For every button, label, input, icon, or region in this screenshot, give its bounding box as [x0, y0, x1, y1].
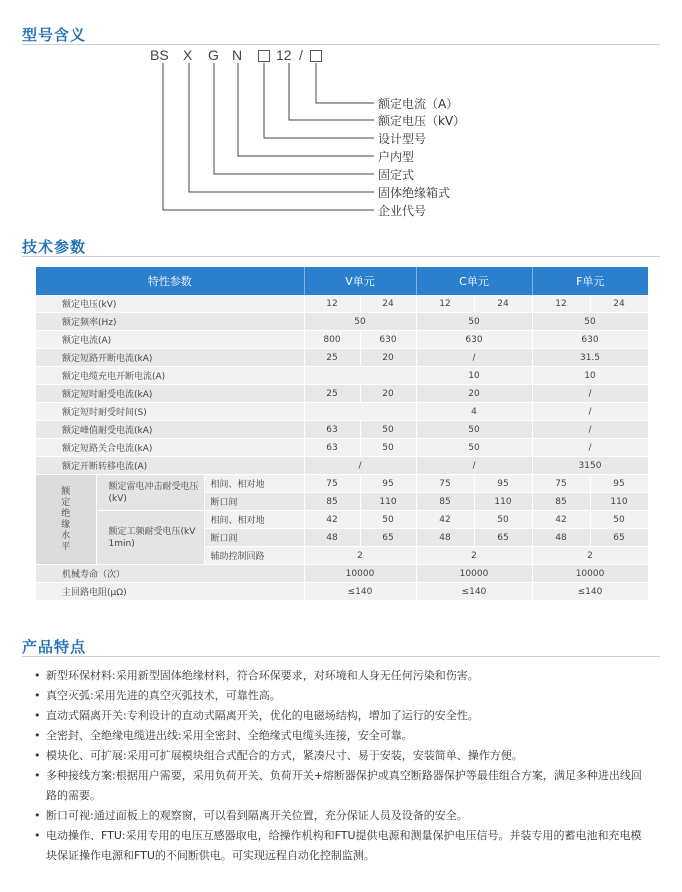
table-row: 断口间 48 65 48 65 48 65 — [36, 529, 648, 547]
table-row: 额定短路关合电流(kA) 63 50 50 / — [36, 439, 648, 457]
legend-enterprise-code: 企业代号 — [378, 204, 427, 218]
table-row: 额定频率(Hz) 50 50 50 — [36, 313, 648, 331]
leader-indoor — [238, 63, 374, 156]
table-row: 额定峰值耐受电流(kA) 63 50 50 / — [36, 421, 648, 439]
code-bs: BS — [150, 47, 169, 63]
table-row: 断口间 85 110 85 110 85 110 — [36, 493, 648, 511]
table-row: 额定工频耐受电压(kV 1min) 相间、相对地 42 50 42 50 42 50 — [36, 511, 648, 529]
tech-params-table — [36, 267, 649, 601]
section-title-model: 型号含义 — [22, 26, 87, 44]
table-row: 额定短时耐受电流(kA) 25 20 20 / — [36, 385, 648, 403]
leader-current — [316, 63, 374, 103]
list-item: • 全密封、全绝缘电缆进出线:采用全密封、全绝缘式电缆头连接，安全可靠。 — [34, 726, 644, 746]
list-item: • 多种接线方案:根据用户需要，采用负荷开关、负荷开关+熔断器保护或真空断路器保护等最佳组合方案，满足多种进出线回路的需要。 — [34, 766, 644, 806]
legend-fixed: 固定式 — [378, 168, 415, 182]
table-row: 辅助控制回路 2 2 2 — [36, 547, 648, 565]
model-leader-lines — [0, 0, 682, 230]
leader-solid-box — [189, 63, 374, 192]
list-item: • 真空灭弧:采用先进的真空灭弧技术，可靠性高。 — [34, 686, 644, 706]
table-row: 额定电压(kV) 12 24 12 24 12 24 — [36, 295, 648, 313]
lightning-impulse-label: 额定雷电冲击耐受电压(kV) — [96, 475, 204, 511]
table-row: 主回路电阻(μΩ) ≤140 ≤140 ≤140 — [36, 583, 648, 601]
code-x: X — [183, 47, 193, 63]
legend-indoor: 户内型 — [378, 150, 415, 164]
header-f-unit: F单元 — [532, 267, 648, 295]
code-n: N — [232, 47, 243, 63]
section-title-features: 产品特点 — [22, 638, 87, 656]
list-item: • 断口可视:通过面板上的观察窗，可以看到隔离开关位置，充分保证人员及设备的安全。 — [34, 806, 644, 826]
table-row: 额定短时耐受时间(S) 4 / — [36, 403, 648, 421]
list-item: • 直动式隔离开关:专利设计的直动式隔离开关，优化的电磁场结构，增加了运行的安全性。 — [34, 706, 644, 726]
power-freq-withstand-label: 额定工频耐受电压(kV 1min) — [96, 511, 204, 565]
list-item: • 新型环保材料:采用新型固体绝缘材料，符合环保要求，对环境和人身无任何污染和伤害。 — [34, 666, 644, 686]
section-divider — [22, 656, 660, 657]
table-header-row — [36, 267, 648, 295]
section-divider — [22, 256, 660, 257]
section-title-tech: 技术参数 — [22, 238, 87, 256]
list-item: • 模块化、可扩展:采用可扩展模块组合式配合的方式，紧凑尺寸、易于安装，安装简单、操作方便。 — [34, 746, 644, 766]
feature-list — [34, 666, 644, 866]
legend-rated-voltage: 额定电压（kV） — [378, 114, 466, 128]
leader-design — [264, 63, 374, 138]
leader-voltage — [289, 63, 374, 120]
code-slash: / — [299, 47, 303, 63]
table-row: 额定开断转移电流(A) / / 3150 — [36, 457, 648, 475]
legend-solid-insulation-box: 固体绝缘箱式 — [378, 186, 451, 200]
insulation-group-label: 额定绝缘水平 — [36, 475, 96, 565]
table-row: 额定短路开断电流(kA) 25 20 / 31.5 — [36, 349, 648, 367]
table-row: 额定电缆充电开断电流(A) 10 10 — [36, 367, 648, 385]
header-v-unit: V单元 — [304, 267, 416, 295]
table-row: 额定电流(A) 800 630 630 630 — [36, 331, 648, 349]
header-param: 特性参数 — [36, 267, 304, 295]
legend-design-model: 设计型号 — [378, 132, 427, 146]
table-row: 机械寿命（次） 10000 10000 10000 — [36, 565, 648, 583]
leader-enterprise — [163, 63, 374, 210]
code-g: G — [208, 47, 219, 63]
legend-rated-current: 额定电流（A） — [378, 97, 459, 111]
list-item: • 电动操作、FTU:采用专用的电压互感器取电，给操作机构和FTU提供电源和测量保护电压信号。并装专用的蓄电池和充电模块保证操作电源和FTU的不间断供电。可实现远程自动化控制监测。 — [34, 826, 644, 866]
header-c-unit: C单元 — [416, 267, 532, 295]
table-row: 额定绝缘水平 额定雷电冲击耐受电压(kV) 相间、相对地 75 95 75 95 75 95 — [36, 475, 648, 493]
code-voltage: 12 — [276, 47, 292, 63]
